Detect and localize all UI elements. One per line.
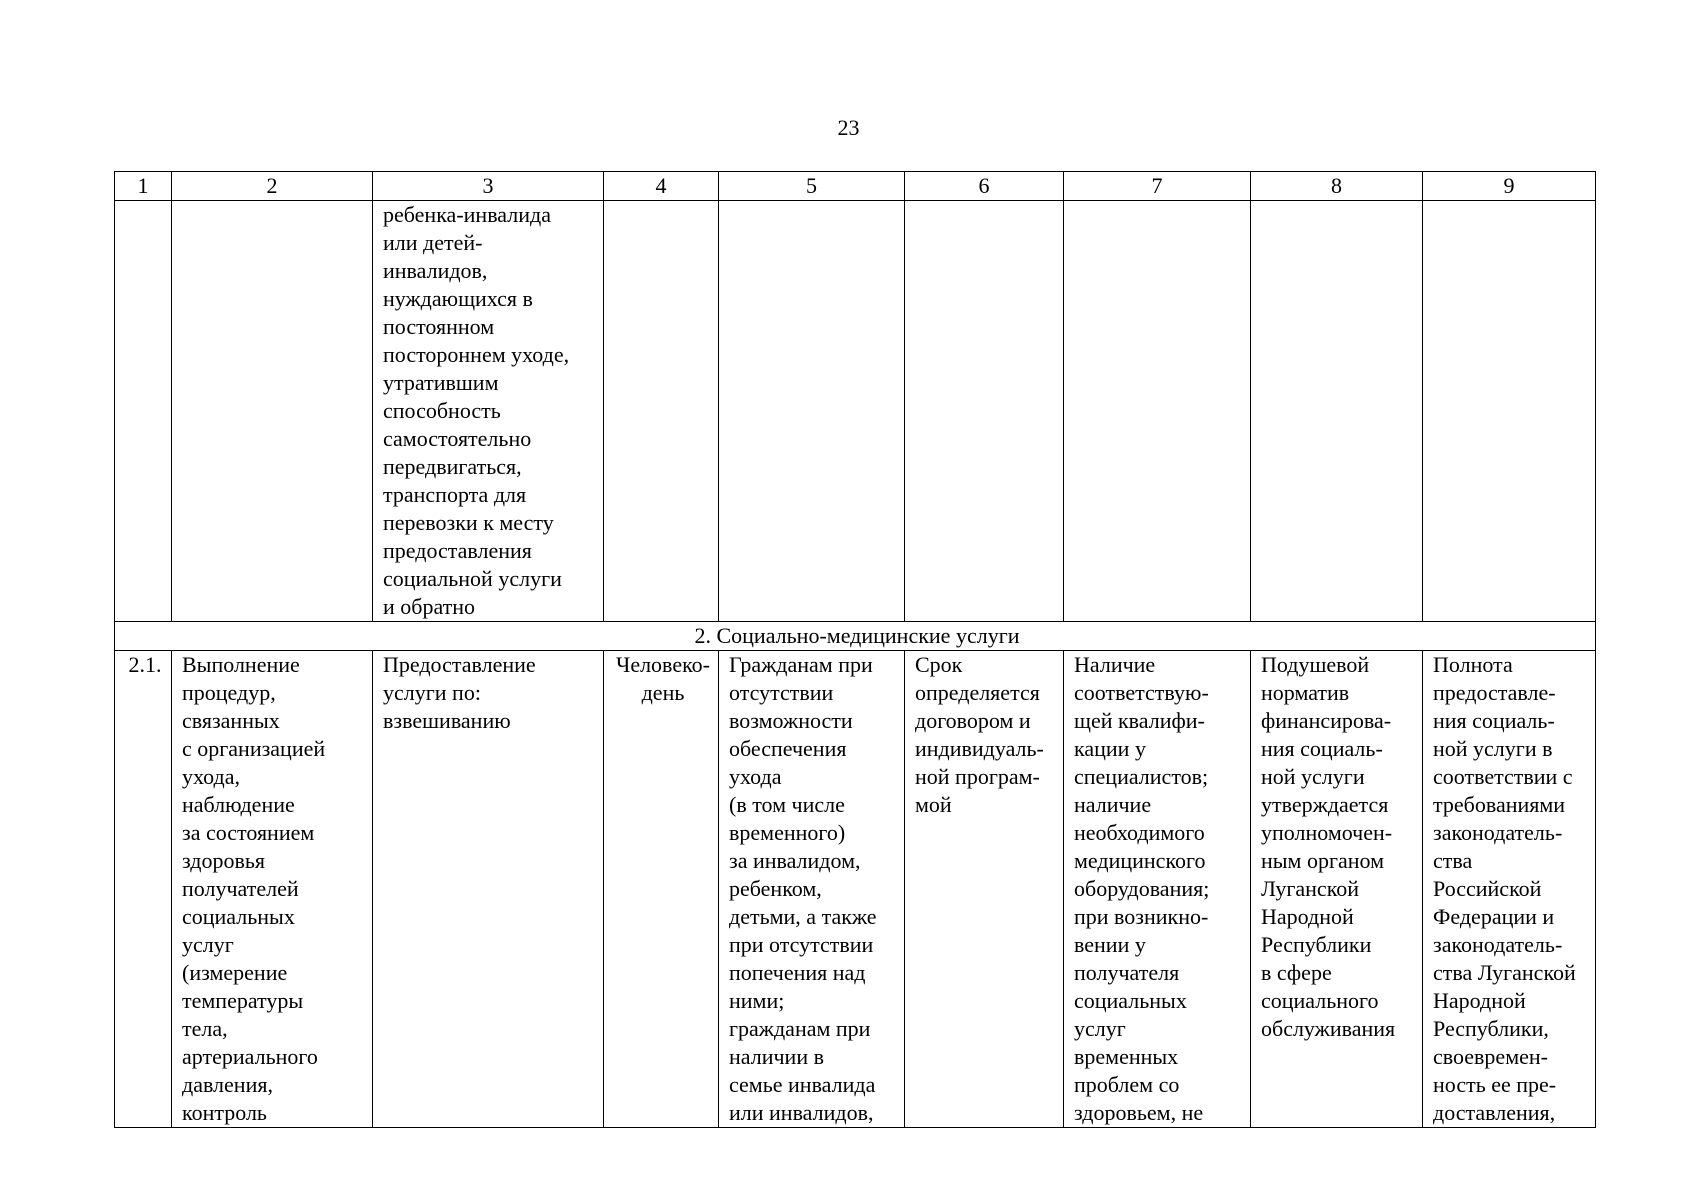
cont-cell-1: [115, 201, 172, 622]
header-col-4: 4: [604, 172, 719, 201]
service-term: Срок определяется договором и индивидуаль- ной програм- мой: [905, 651, 1064, 1128]
table-row-2-1: [115, 651, 1596, 1128]
cont-cell-5: [719, 201, 905, 622]
unit-of-measure: Человеко- день: [604, 651, 719, 1128]
recipients-conditions: Гражданам при отсутствии возможности обеспечения ухода (в том числе временного) за инвалидом, ребенком, детьми, а также при отсутствии попечения над ними; гражданам при наличии в семье инвалида или инвалидов,: [719, 651, 905, 1128]
cont-cell-3: ребенка-инвалида или детей- инвалидов, нуждающихся в постоянном постороннем уходе, утратившим способность самостоятельно передвигаться, транспорта для перевозки к месту предоставления социальной услуги и обратно: [373, 201, 604, 622]
cont-cell-4: [604, 201, 719, 622]
row-number: 2.1.: [115, 651, 172, 1128]
section-title: 2. Социально-медицинские услуги: [115, 622, 1596, 651]
header-col-8: 8: [1251, 172, 1423, 201]
services-table: [114, 171, 1596, 1128]
provision-conditions: Наличие соответствую- щей квалифи- кации у специалистов; наличие необходимого медицинского оборудования; при возникно- вении у получателя социальных услуг временных проблем со здоровьем, не: [1064, 651, 1251, 1128]
continuation-row: [115, 201, 1596, 622]
financing-norm: Подушевой норматив финансирова- ния социаль- ной услуги утверждается уполномочен- ным органом Луганской Народной Республики в сфере социального обслуживания: [1251, 651, 1423, 1128]
header-col-9: 9: [1423, 172, 1596, 201]
header-col-1: 1: [115, 172, 172, 201]
cont-cell-6: [905, 201, 1064, 622]
header-col-3: 3: [373, 172, 604, 201]
section-row: [115, 622, 1596, 651]
header-col-5: 5: [719, 172, 905, 201]
quality-indicators: Полнота предоставле- ния социаль- ной услуги в соответствии с требованиями законодатель- ства Российской Федерации и законодатель- ства Луганской Народной Республики, своевремен- ность ее пре- доставления,: [1423, 651, 1596, 1128]
service-provision: Предоставление услуги по: взвешиванию: [373, 651, 604, 1128]
cont-cell-8: [1251, 201, 1423, 622]
header-col-7: 7: [1064, 172, 1251, 201]
header-row: [115, 172, 1596, 201]
cont-cell-9: [1423, 201, 1596, 622]
cont-cell-2: [172, 201, 373, 622]
cont-cell-7: [1064, 201, 1251, 622]
header-col-6: 6: [905, 172, 1064, 201]
header-col-2: 2: [172, 172, 373, 201]
page-number: 23: [837, 115, 860, 140]
service-name: Выполнение процедур, связанных с организацией ухода, наблюдение за состоянием здоровья получателей социальных услуг (измерение температуры тела, артериального давления, контроль: [172, 651, 373, 1128]
